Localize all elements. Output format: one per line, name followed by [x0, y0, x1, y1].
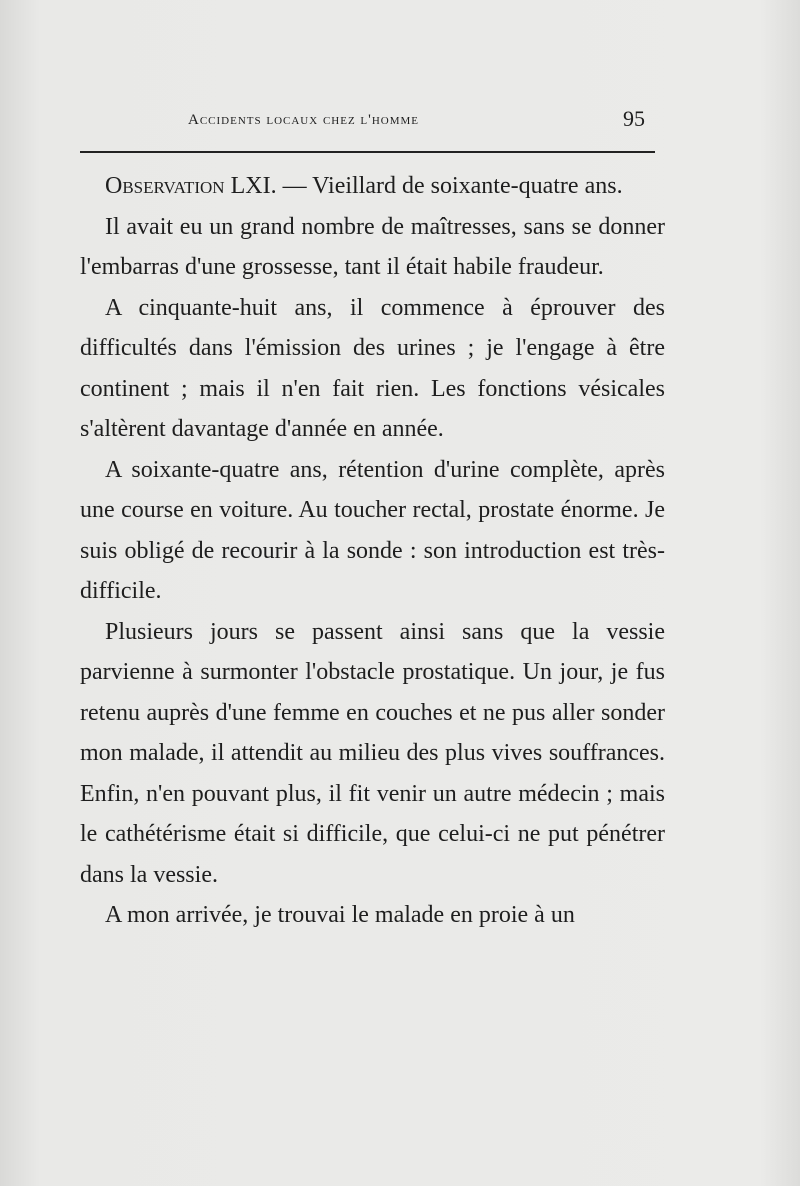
observation-label: Observation: [105, 173, 225, 199]
paragraph: A cinquante-huit ans, il commence à éprouver des difficultés dans l'émission des urines ; je l'engage à être continent ; mais il n'en fait rien. Les fonctions vésicales s'altèrent davantage d'année en année.: [80, 294, 665, 442]
paragraph: Plusieurs jours se passent ainsi sans que la vessie parvienne à surmonter l'obstacle prostatique. Un jour, je fus retenu auprès d'une femme en couches et ne pus aller sonder mon malade, il attendit au milieu des plus vives souffrances. Enfin, n'en pouvant plus, il fit venir un autre médecin ; mais le cathétérisme était si difficile, que celui-ci ne put pénétrer dans la vessie.: [80, 618, 665, 888]
page-header: [80, 106, 655, 136]
paragraph: A soixante-quatre ans, rétention d'urine complète, après une course en voiture. Au toucher rectal, prostate énorme. Je suis obligé de recourir à la sonde : son introduction est très-difficile.: [80, 456, 665, 604]
running-title: Accidents locaux chez l'homme: [188, 112, 420, 128]
header-rule: [80, 151, 655, 153]
page-number: 95: [623, 106, 645, 131]
paragraph: Il avait eu un grand nombre de maîtresses, sans se donner l'embarras d'une grossesse, tant il était habile fraudeur.: [80, 213, 665, 280]
body-text: [80, 166, 665, 936]
observation-paragraph: [80, 166, 665, 207]
observation-text: LXI. — Vieillard de soixante-quatre ans.: [224, 173, 623, 199]
paragraph: A mon arrivée, je trouvai le malade en proie à un: [105, 902, 575, 928]
